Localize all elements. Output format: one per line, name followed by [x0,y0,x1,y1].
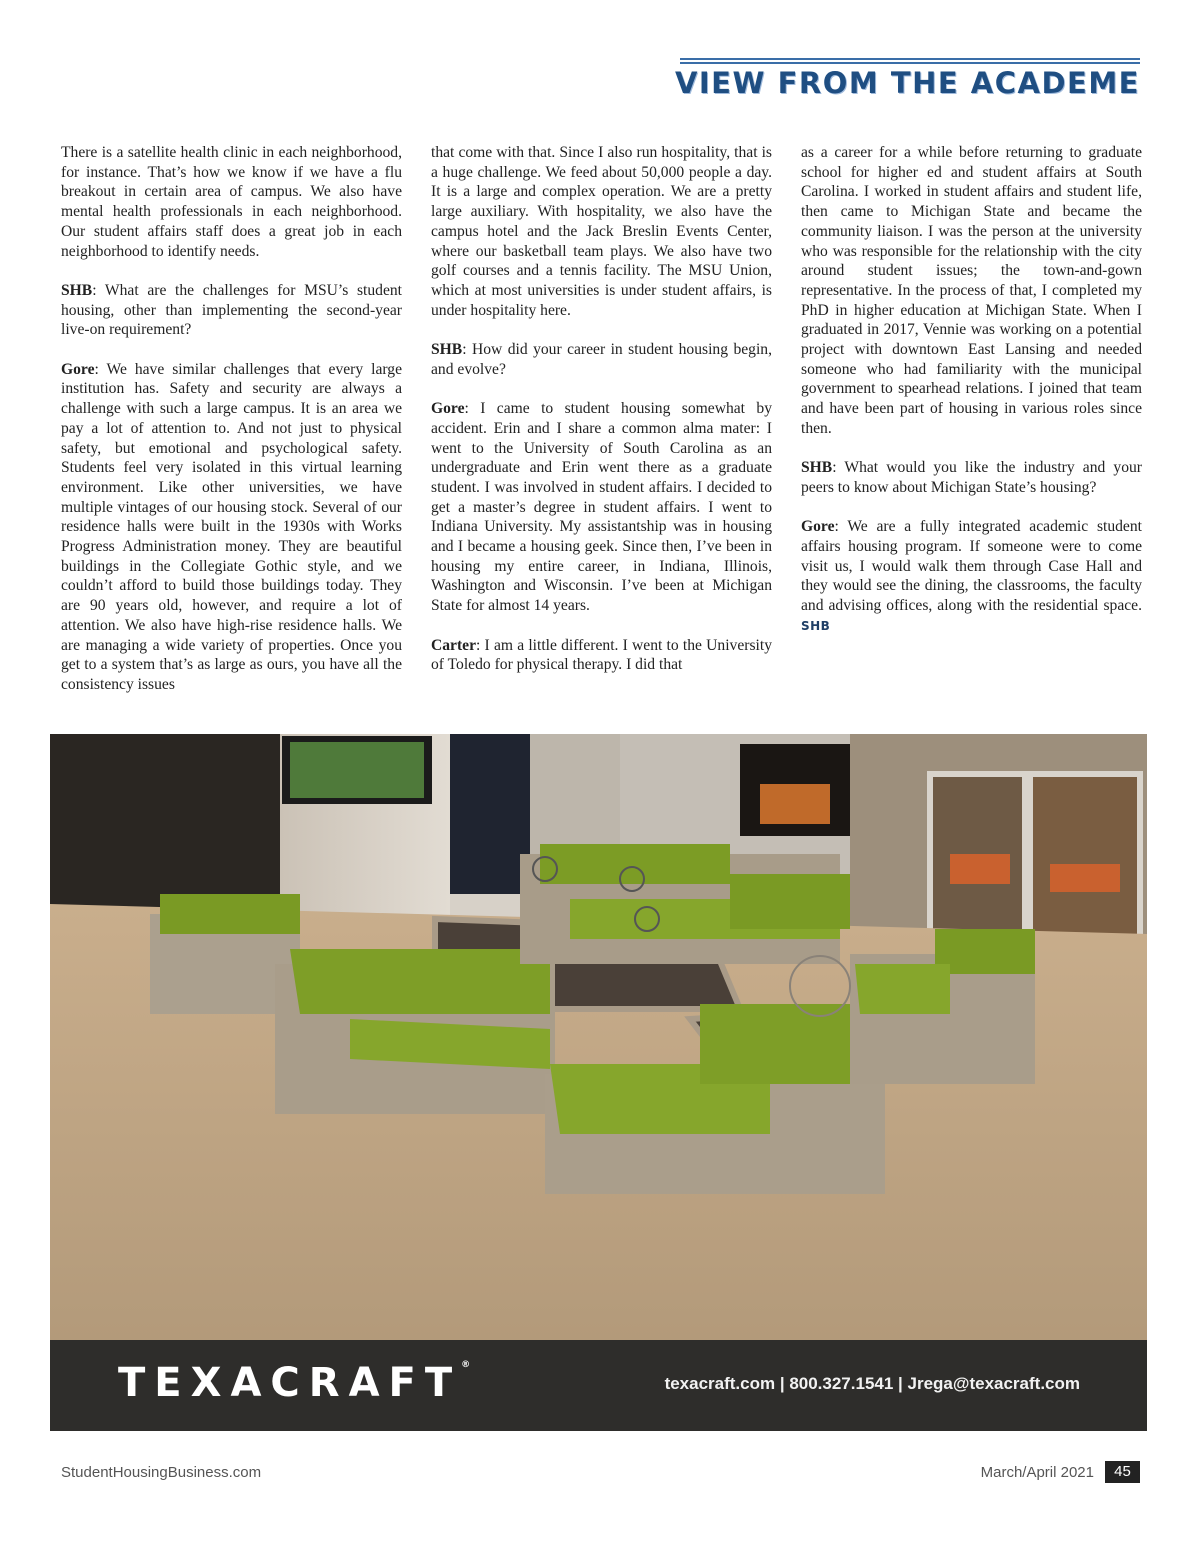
page-number: 45 [1105,1461,1140,1483]
paragraph: that come with that. Since I also run hospitality, that is a huge challenge. We feed about 50,000 people a day. It is a large and complex operation. We are a pretty large auxiliary. With hospitality, we also have the campus hotel and the Jack Breslin Events Center, where our basketball team plays. We also have two golf courses and a tennis facility. The MSU Union, which at most universities is under student affairs, is under hospitality here. [431,144,772,319]
text-column-1 [61,143,402,695]
paragraph: SHB: What are the challenges for MSU’s student housing, other than implementing the second-year live-on requirement? [61,281,402,339]
text-column-2 [431,143,772,675]
paragraph: SHB: What would you like the industry and your peers to know about Michigan State’s housing? [801,459,1142,496]
advertisement-banner [50,1340,1147,1431]
speaker-label: SHB [431,341,463,359]
paragraph: Carter: I am a little different. I went to the University of Toledo for physical therapy. I did that [431,636,772,674]
header-rule-bottom [680,62,1140,64]
paragraph: Gore: We are a fully integrated academic student affairs housing program. If someone were to come visit us, I would walk them through Case Hall and they would see the dining, the classrooms, the faculty and advising offices, along with the residential space. SHB [801,518,1142,633]
paragraph: as a career for a while before returning to graduate school for higher ed and student affairs at South Carolina. I worked in student affairs and student life, then came to Michigan State and became the community liaison. I was the person at the university who was responsible for the relationship with the city around student issues; the town-and-gown representative. In the process of that, I completed my PhD in higher education at Michigan State. When I graduated in 2017, Vennie was working on a potential project with downtown East Lansing and needed someone who had familiarity with the municipal government to spearhead relations. I joined that team and have been part of housing in various roles since then. [801,144,1142,437]
end-mark: SHB [801,618,831,633]
paragraph: SHB: How did your career in student housing begin, and evolve? [431,341,772,378]
texacraft-logo: TEXACRAFT® [118,1360,471,1406]
header-rule-top [680,58,1140,60]
speaker-label: Gore [801,518,835,536]
speaker-label: Carter [431,636,477,654]
footer-issue-date: March/April 2021 [980,1464,1094,1481]
lounge-furniture-photo [50,734,1147,1340]
section-title: VIEW FROM THE ACADEME [674,66,1140,100]
advertiser-contact: texacraft.com | 800.327.1541 | Jrega@texacraft.com [664,1374,1080,1393]
speaker-label: SHB [801,459,833,477]
paragraph: Gore: I came to student housing somewhat by accident. Erin and I share a common alma mater: I went to the University of South Carolina as an undergraduate and Erin went there as a graduate student. I was involved in student affairs. I decided to get a master’s degree in student affairs. I went to Indiana University. My assistantship was in housing and I became a housing geek. Since then, I’ve been in housing my entire career, in Indiana, Illinois, Washington and Wisconsin. I’ve been at Michigan State for almost 14 years. [431,400,772,615]
speaker-label: Gore [61,360,95,378]
paragraph: Gore: We have similar challenges that every large institution has. Safety and security are always a challenge with such a large campus. It is an area we pay a lot of attention to. And not just to physical safety, but emotional and psychological safety. Students feel very isolated in this virtual learning environment. Like other universities, we have multiple vintages of our housing stock. Several of our residence halls were built in the 1930s with Works Progress Administration money. They are beautiful buildings in the Collegiate Gothic style, and we couldn’t afford to build those buildings today. They are 90 years old, however, and require a lot of attention. We also have high-rise residence halls. We are managing a wide variety of properties. Once you get to a system that’s as large as ours, you have all the consistency issues [61,360,402,693]
text-column-3 [801,143,1142,637]
footer-website: StudentHousingBusiness.com [61,1464,262,1481]
paragraph: There is a satellite health clinic in each neighborhood, for instance. That’s how we know if we have a flu breakout in certain area of campus. We also have mental health professionals in each neighborhood. Our student affairs staff does a great job in each neighborhood to identify needs. [61,144,402,260]
speaker-label: SHB [61,281,93,299]
texacraft-advertisement [50,734,1147,1431]
speaker-label: Gore [431,400,465,418]
